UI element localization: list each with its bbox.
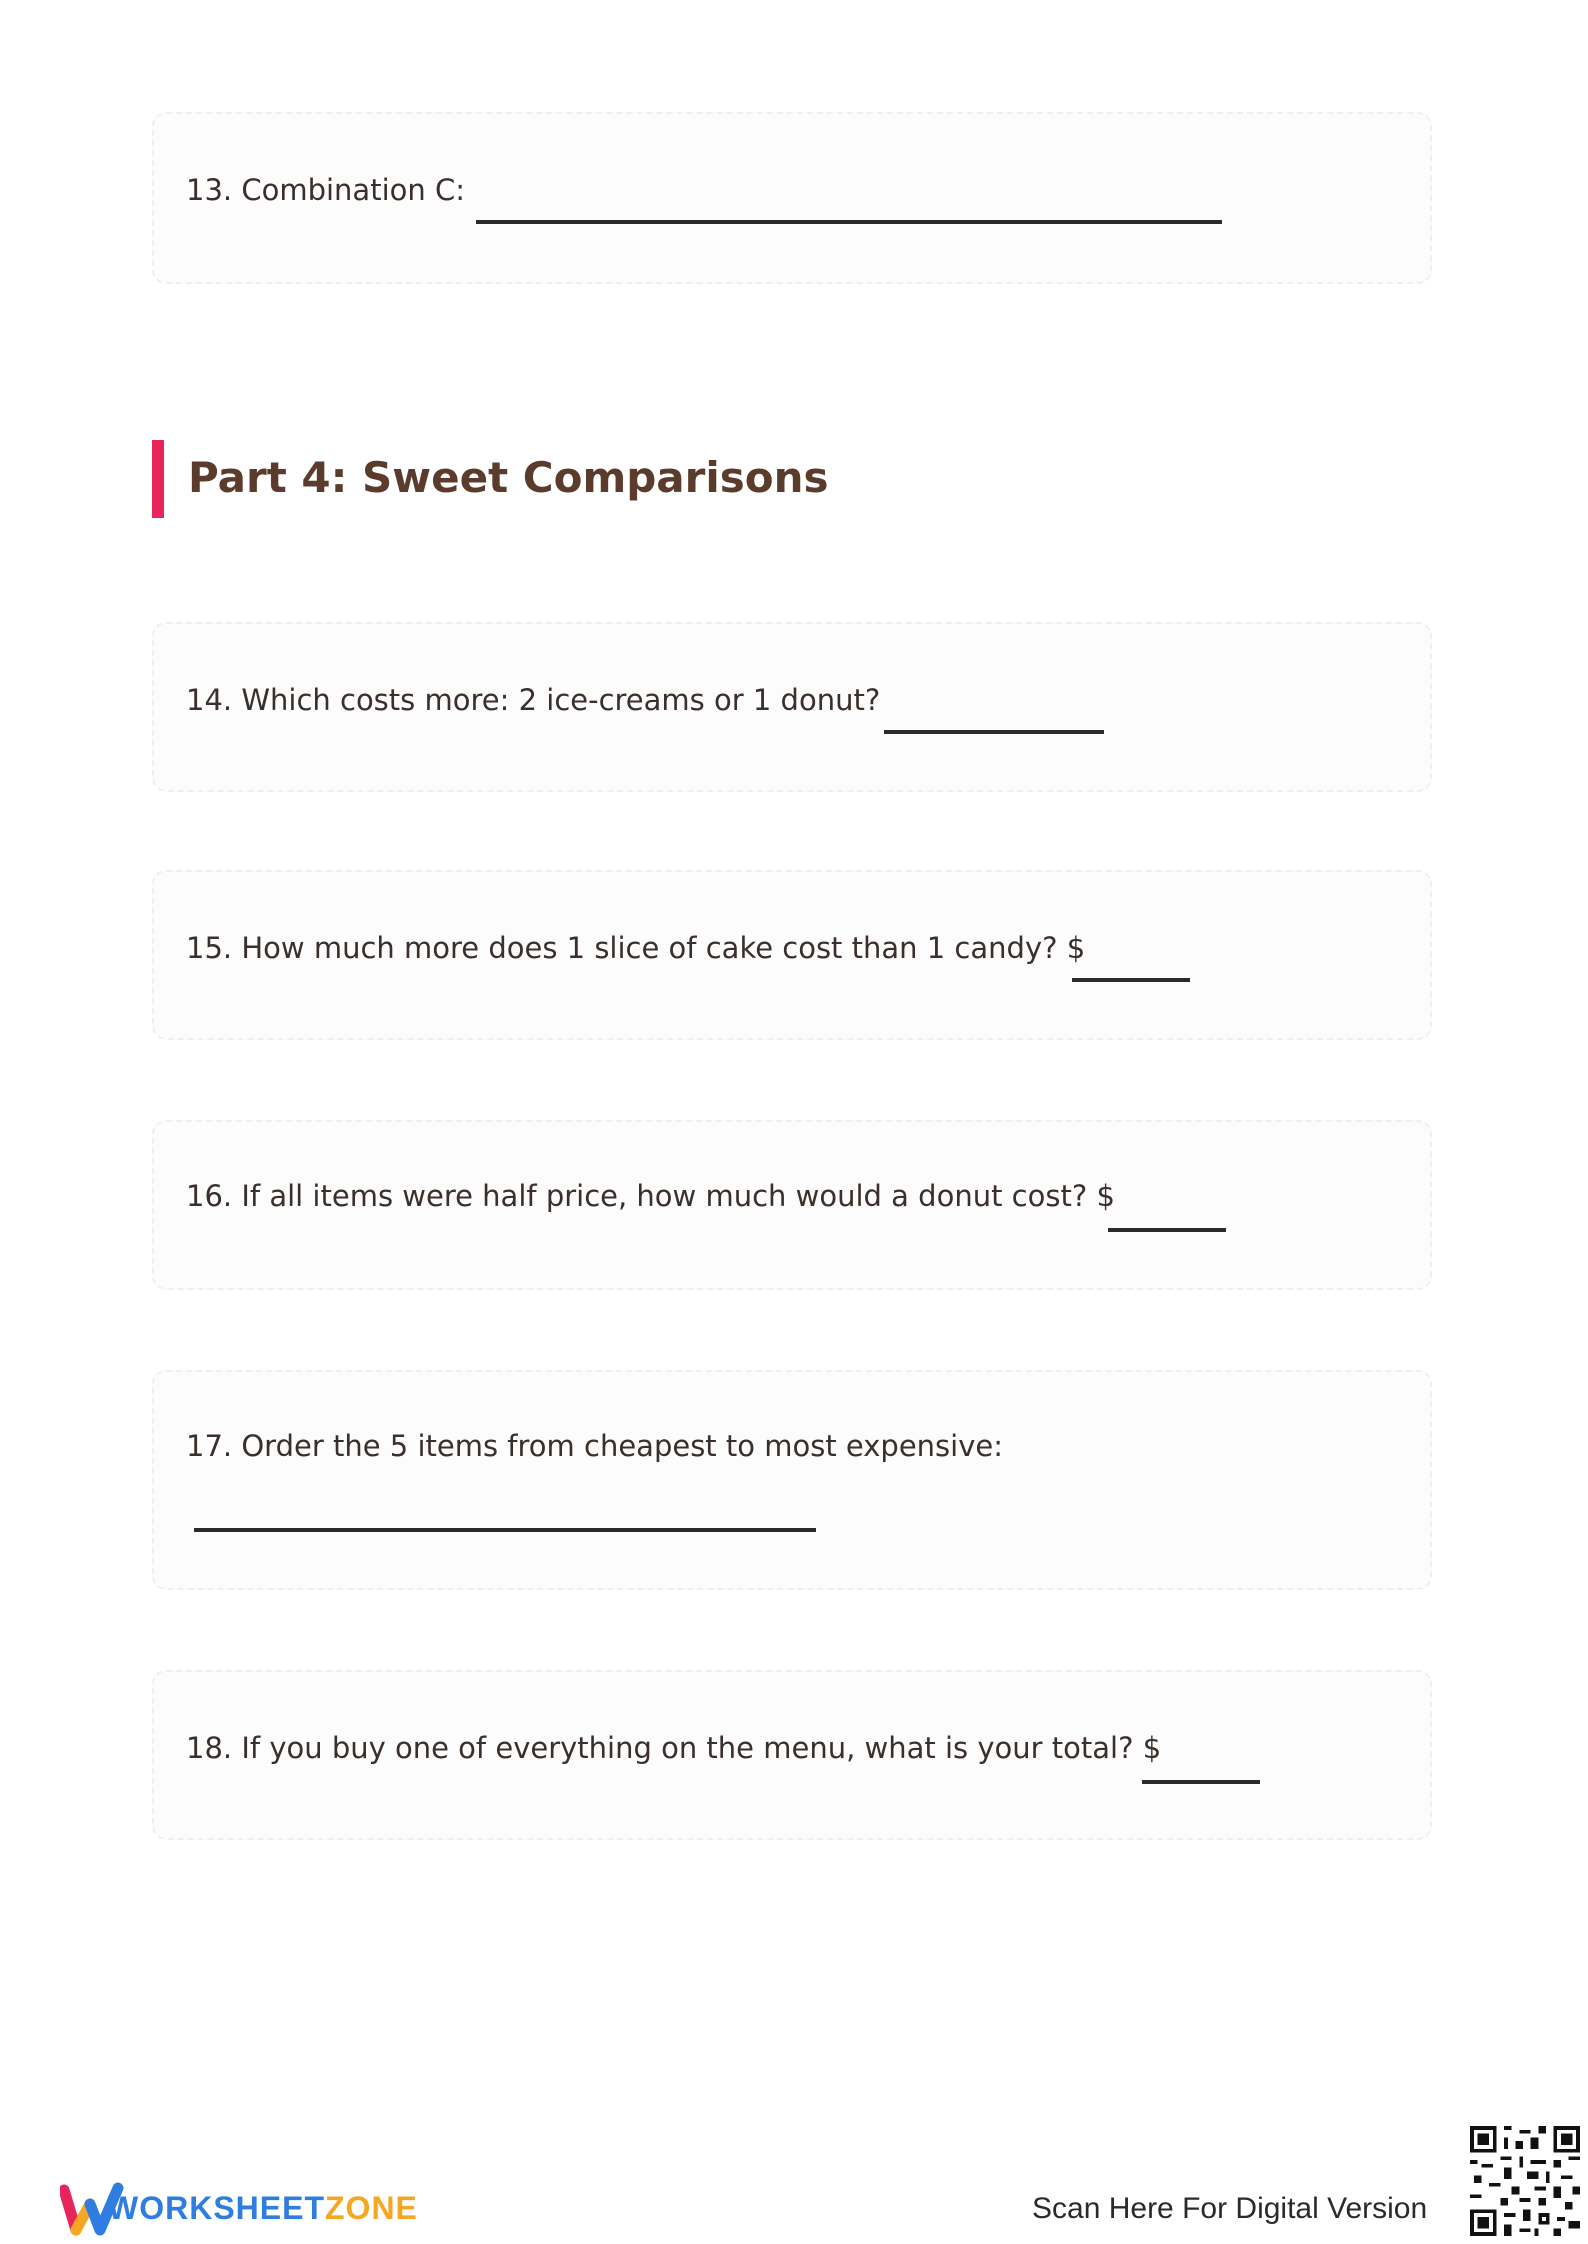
question-text-14: 14. Which costs more: 2 ice-creams or 1 donut? xyxy=(186,683,881,717)
question-card-18 xyxy=(152,1670,1432,1840)
question-card-17 xyxy=(152,1370,1432,1590)
question-text-15: 15. How much more does 1 slice of cake cost than 1 candy? $ xyxy=(186,931,1086,965)
answer-blank-13[interactable] xyxy=(476,220,1222,224)
question-card-15 xyxy=(152,870,1432,1040)
answer-blank-16[interactable] xyxy=(1108,1228,1226,1232)
question-card-14 xyxy=(152,622,1432,792)
question-text-13: 13. Combination C: xyxy=(186,173,465,207)
answer-blank-18[interactable] xyxy=(1142,1780,1260,1784)
section-accent-bar xyxy=(152,440,164,518)
question-text-18: 18. If you buy one of everything on the menu, what is your total? $ xyxy=(186,1731,1162,1765)
answer-blank-17[interactable] xyxy=(194,1528,816,1532)
scan-caption: Scan Here For Digital Version xyxy=(1032,2192,1428,2225)
question-text-17: 17. Order the 5 items from cheapest to most expensive: xyxy=(186,1429,1003,1463)
section-title: Part 4: Sweet Comparisons xyxy=(188,453,829,502)
answer-blank-14[interactable] xyxy=(884,730,1104,734)
question-card-16 xyxy=(152,1120,1432,1290)
question-text-16: 16. If all items were half price, how much would a donut cost? $ xyxy=(186,1179,1115,1213)
brand-wordmark: WORKSHEETZONE xyxy=(108,2190,418,2226)
qr-code-icon[interactable] xyxy=(1470,2126,1580,2236)
question-card-13 xyxy=(152,112,1432,284)
answer-blank-15[interactable] xyxy=(1072,978,1190,982)
